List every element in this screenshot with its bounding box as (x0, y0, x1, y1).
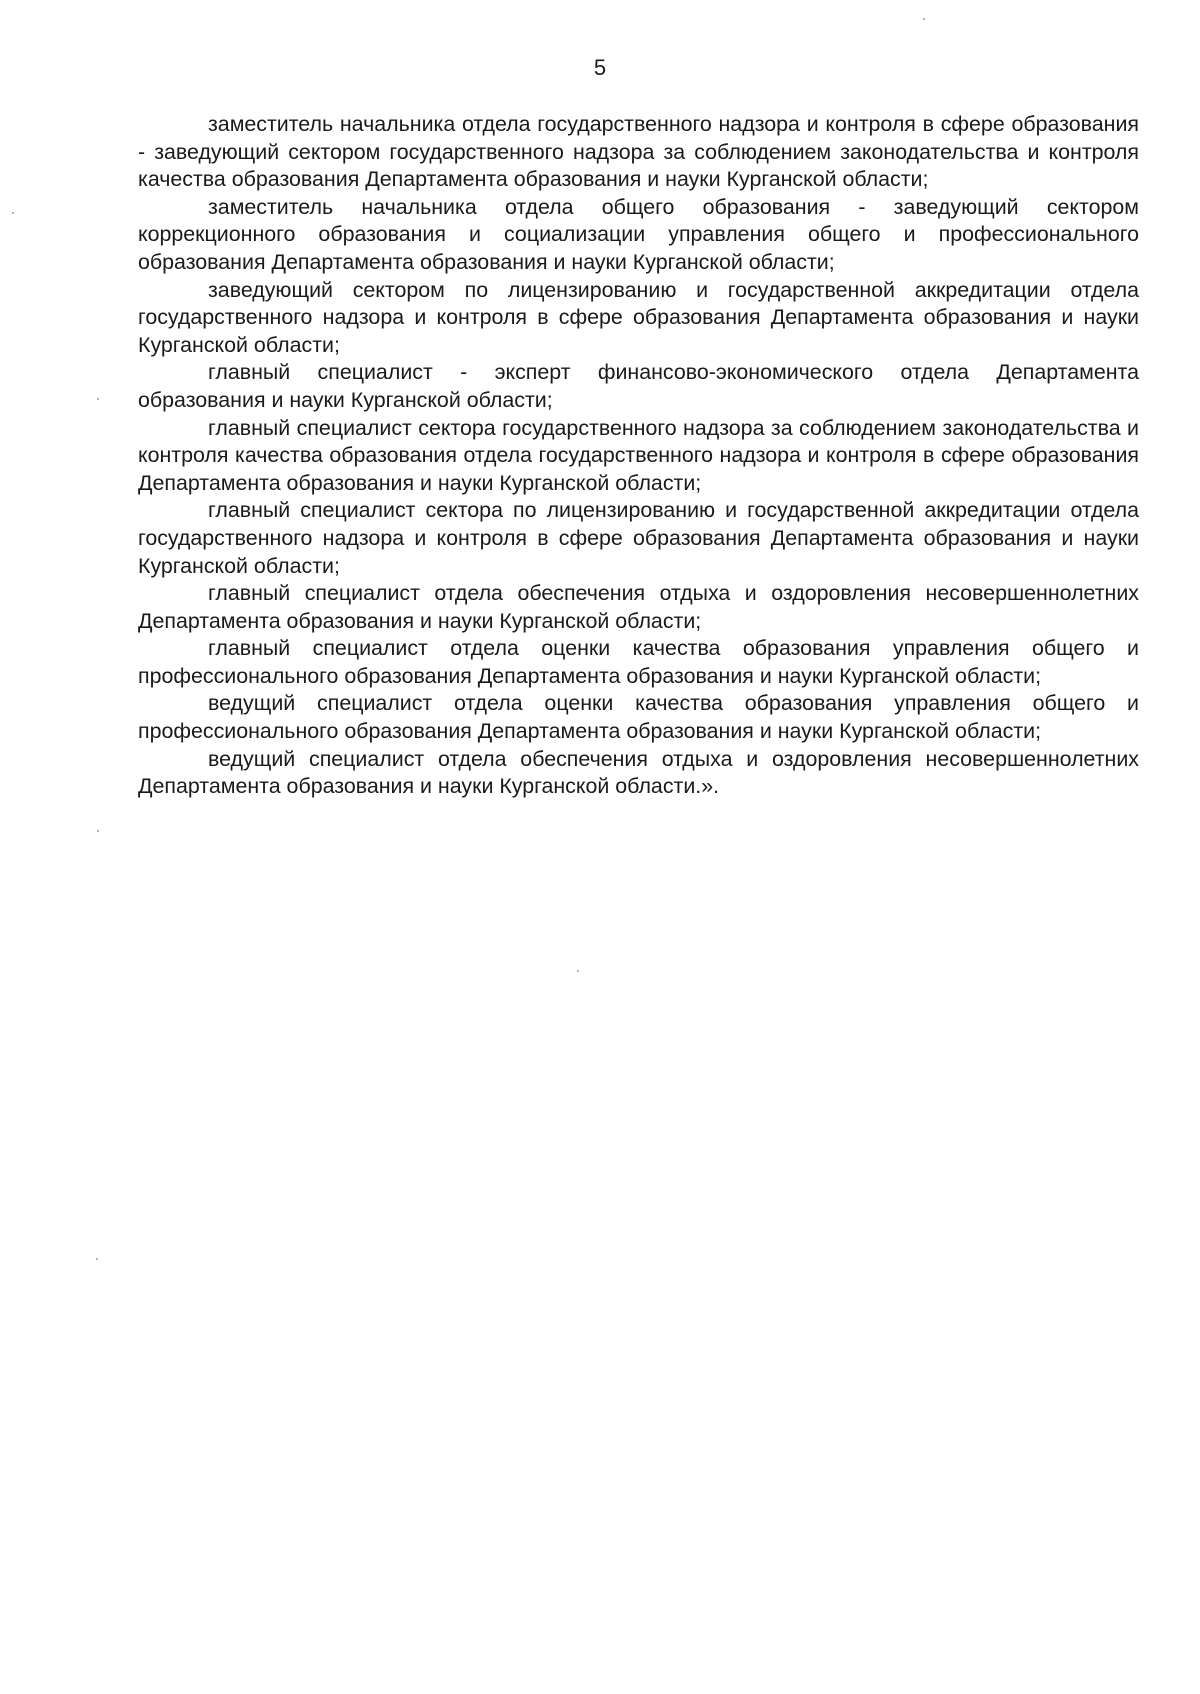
paragraph: главный специалист отдела оценки качества образования управления общего и профессионального образования Департамента образования и науки Курганской области; (138, 636, 1139, 688)
scan-speck (577, 970, 579, 972)
scan-speck (923, 18, 925, 20)
paragraph: главный специалист сектора по лицензированию и государственной аккредитации отдела государственного надзора и контроля в сфере образования Департамента образования и науки Курганской области; (138, 498, 1139, 578)
paragraph: ведущий специалист отдела оценки качества образования управления общего и профессионального образования Департамента образования и науки Курганской области; (138, 691, 1139, 744)
paragraph: заместитель начальника отдела государственного надзора и контроля в сфере образования - заведующий сектором государственного надзора за соблюдением законодательства и контроля качества образования Департамента образования и науки Курганской области; (138, 112, 1139, 192)
paragraph: заместитель начальника отдела общего образования - заведующий сектором коррекционного образования и социализации управления общего и профессионального образования Департамента образования и науки Курганской области; (138, 194, 1139, 274)
scan-speck (96, 1258, 98, 1260)
scan-speck (97, 398, 99, 400)
paragraph: главный специалист сектора государственного надзора за соблюдением законодательства и контроля качества образования отдела государственного надзора и контроля в сфере образования Департамента образования и науки Курганской области; (138, 415, 1139, 495)
paragraph: главный специалист отдела обеспечения отдыха и оздоровления несовершеннолетних Департамента образования и науки Курганской области; (138, 581, 1139, 633)
paragraph: главный специалист - эксперт финансово-экономического отдела Департамента образования и науки Курганской области; (138, 360, 1139, 412)
paragraph: заведующий сектором по лицензированию и государственной аккредитации отдела государственного надзора и контроля в сфере образования Департамента образования и науки Курганской области; (138, 277, 1139, 357)
scan-speck (12, 212, 14, 214)
page-number: 5 (593, 55, 607, 80)
scan-speck (97, 830, 99, 832)
paragraph: ведущий специалист отдела обеспечения отдыха и оздоровления несовершеннолетних Департамента образования и науки Курганской области.». (138, 746, 1139, 799)
document-body (138, 111, 1139, 801)
